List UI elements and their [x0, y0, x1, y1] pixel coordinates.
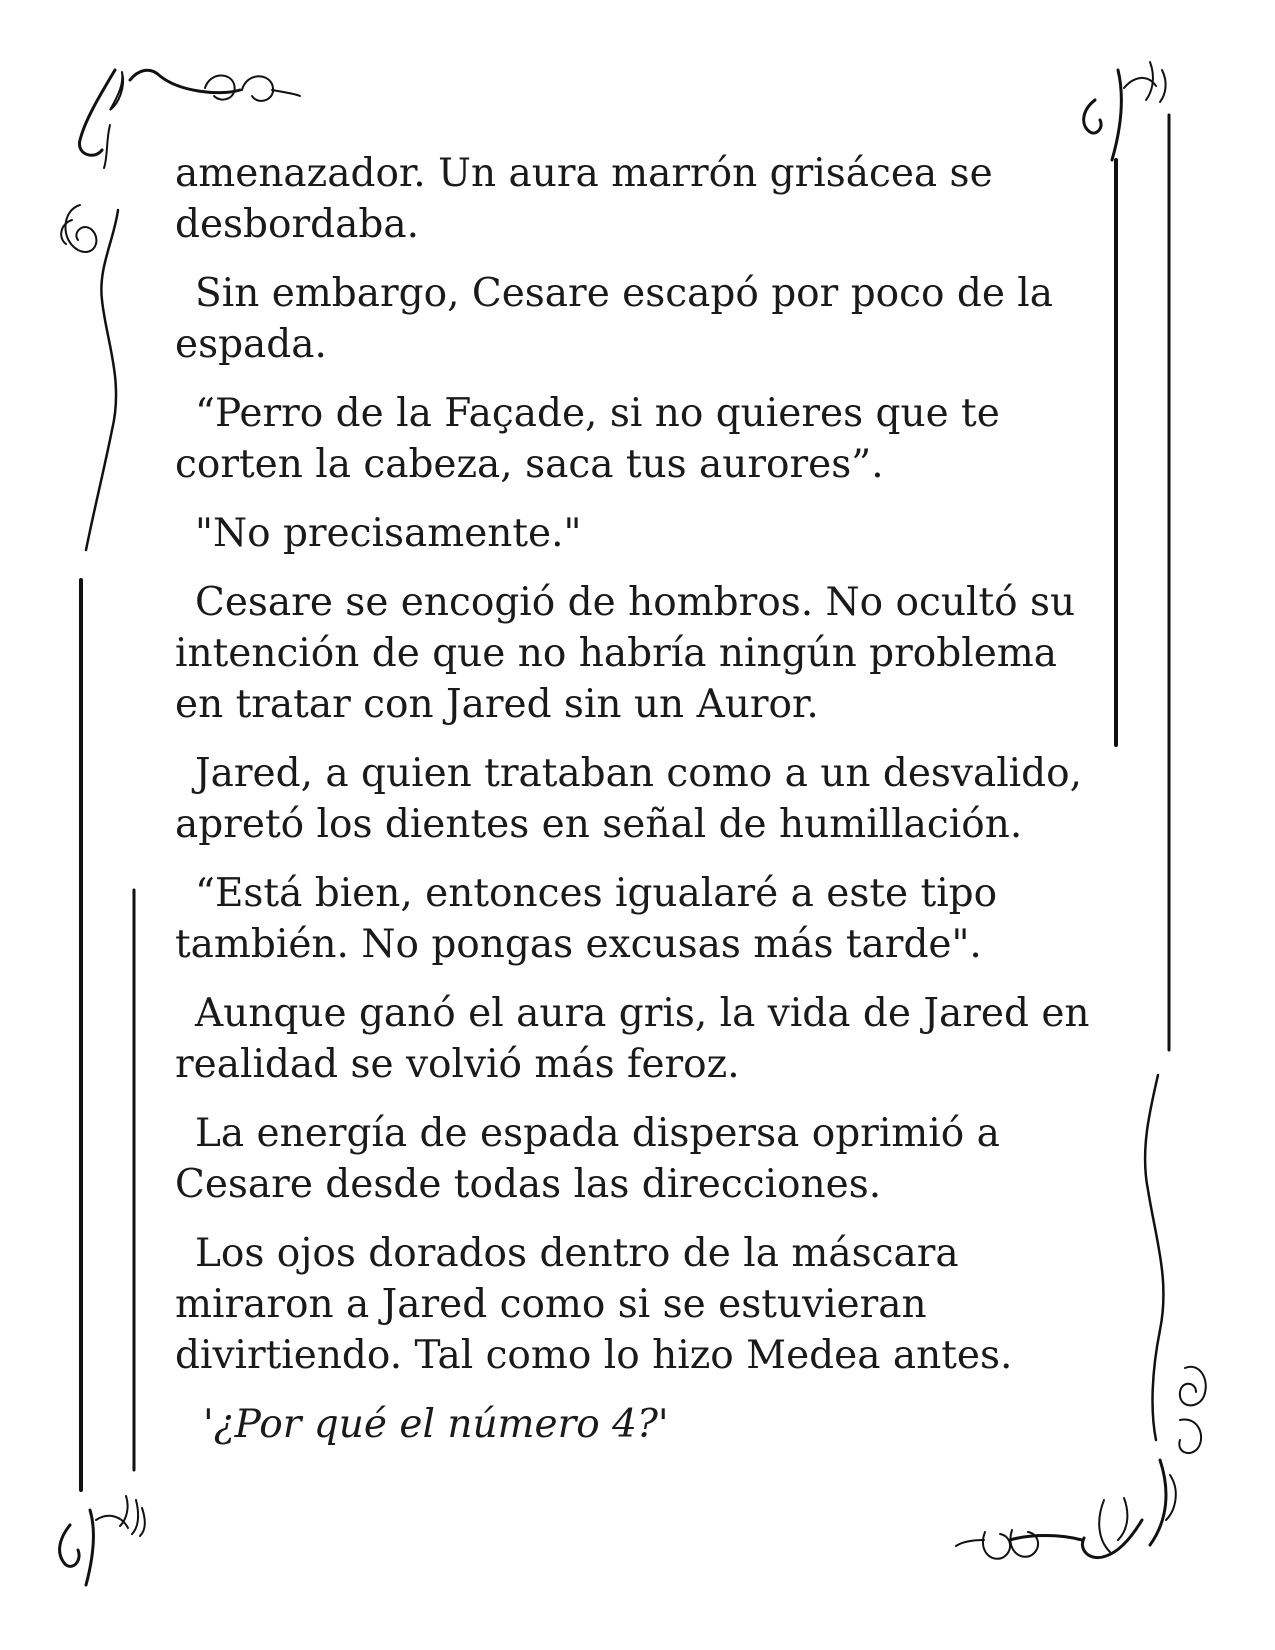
paragraph-2: Sin embargo, Cesare escapó por poco de la espada. — [175, 271, 1054, 367]
corner-flourish-bottom-left — [60, 1496, 145, 1585]
paragraph-8: Aunque ganó el aura gris, la vida de Jared en realidad se volvió más feroz. — [175, 991, 1090, 1087]
paragraph-10: Los ojos dorados dentro de la máscara miraron a Jared como si se estuvieran divirtiendo. Tal como lo hizo Medea antes. — [175, 1231, 1013, 1378]
paragraph-3: “Perro de la Façade, si no quieres que te corten la cabeza, saca tus aurores”. — [175, 391, 1000, 487]
paragraph-9: La energía de espada dispersa oprimió a Cesare desde todas las direcciones. — [175, 1111, 1000, 1207]
story-text — [175, 148, 1095, 1468]
paragraph-4: "No precisamente." — [195, 511, 582, 556]
paragraph-1: amenazador. Un aura marrón grisácea se desbordaba. — [175, 151, 993, 247]
paragraph-7: “Está bien, entonces igualaré a este tipo también. No pongas excusas más tarde". — [175, 871, 998, 967]
paragraph-5: Cesare se encogió de hombros. No ocultó su intención de que no habría ningún problema en tratar con Jared sin un Auror. — [175, 580, 1076, 727]
paragraph-6: Jared, a quien trataban como a un desvalido, apretó los dientes en señal de humillación. — [175, 751, 1082, 847]
corner-flourish-top-right — [1084, 62, 1166, 160]
thought-line: '¿Por qué el número 4?' — [203, 1402, 669, 1447]
